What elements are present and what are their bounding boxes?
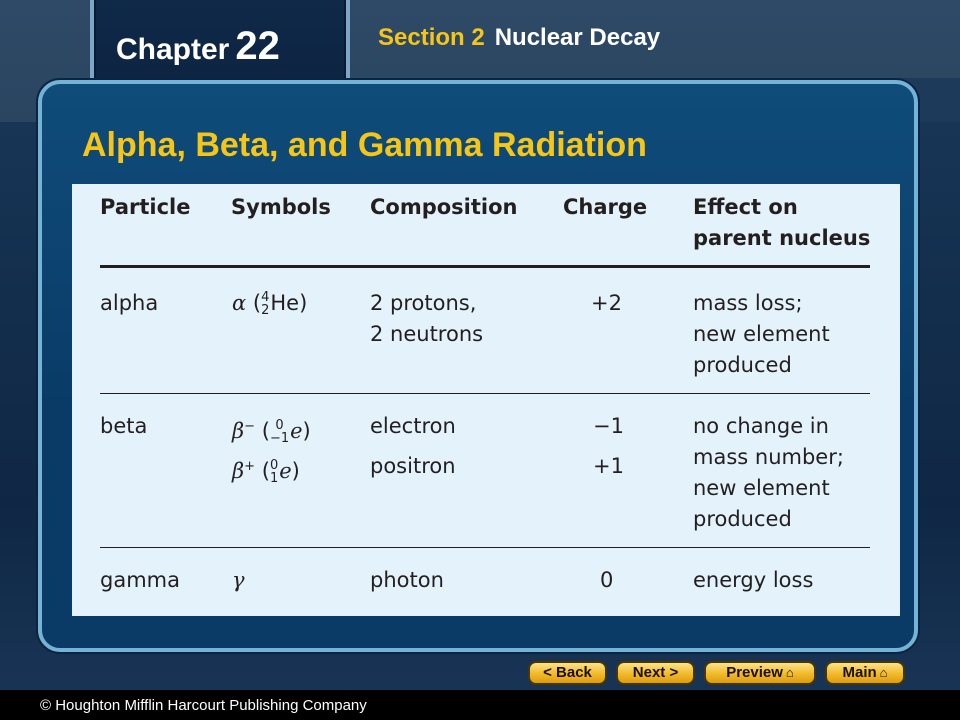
beta-minus-symbol: β− ( 0 −1 e)	[232, 418, 311, 446]
chapter-word: Chapter	[116, 33, 230, 66]
beta-minus-element: e	[290, 419, 303, 443]
beta-effect	[693, 411, 844, 535]
home-icon: ⌂	[879, 665, 888, 680]
gamma-composition: photon	[370, 568, 444, 592]
header-rule	[100, 265, 870, 268]
beta-plus-nuclide	[270, 459, 278, 485]
beta-minus-sign: −	[244, 419, 256, 434]
next-button[interactable]: Next >	[616, 661, 695, 685]
beta-charge-positron: +1	[593, 454, 624, 478]
beta-minus-nuclide	[270, 419, 289, 445]
section-title: Nuclear Decay	[494, 24, 661, 51]
beta-composition-electron: electron	[370, 414, 456, 438]
gamma-particle: gamma	[100, 568, 180, 592]
alpha-greek: α	[232, 291, 247, 315]
preview-button-label: Preview	[726, 664, 783, 681]
beta-plus-sign: +	[244, 459, 256, 474]
gamma-charge: 0	[600, 568, 614, 592]
alpha-composition-line1: 2 protons,	[370, 291, 477, 315]
main-button-label: Main	[842, 664, 877, 681]
beta-effect-line1: no change in	[693, 414, 829, 438]
beta-composition-positron: positron	[370, 454, 456, 478]
beta-plus-atomic: 1	[269, 471, 279, 486]
alpha-effect-line2: new element	[693, 322, 830, 346]
beta-effect-line3: new element	[693, 476, 830, 500]
alpha-mass: 4	[261, 290, 270, 305]
beta-plus-element: e	[279, 459, 292, 483]
alpha-element: He	[270, 291, 300, 315]
beta-minus-greek: β	[232, 419, 245, 443]
slide-title: Alpha, Beta, and Gamma Radiation	[82, 126, 647, 164]
beta-minus-atomic: −1	[269, 431, 290, 446]
alpha-composition	[370, 288, 483, 350]
header-composition: Composition	[370, 195, 518, 219]
beta-plus-greek: β	[232, 459, 245, 483]
beta-particle: beta	[100, 414, 148, 438]
chapter-number: 22	[235, 24, 280, 68]
alpha-effect-line3: produced	[693, 353, 792, 377]
back-button[interactable]: < Back	[528, 661, 607, 685]
header-symbols: Symbols	[231, 195, 331, 219]
header-effect-line1: Effect on	[693, 195, 798, 219]
section-label: Section 2	[378, 24, 485, 51]
alpha-effect-line1: mass loss;	[693, 291, 803, 315]
alpha-symbol: α ( 4 2 He)	[232, 290, 308, 318]
gamma-effect: energy loss	[693, 568, 814, 592]
preview-button[interactable]	[704, 661, 816, 685]
section-heading	[378, 24, 660, 52]
beta-effect-line2: mass number;	[693, 445, 844, 469]
header-effect-line2: parent nucleus	[693, 226, 871, 250]
row-divider-2	[100, 547, 870, 548]
beta-effect-line4: produced	[693, 507, 792, 531]
copyright-text: © Houghton Mifflin Harcourt Publishing Company	[40, 697, 367, 714]
alpha-charge: +2	[591, 291, 622, 315]
home-icon: ⌂	[785, 665, 794, 680]
chapter-label	[116, 24, 280, 69]
beta-plus-symbol: β+ ( 0 1 e)	[232, 458, 300, 486]
beta-minus-mass: 0	[275, 418, 284, 433]
header-effect	[693, 192, 870, 254]
header-particle: Particle	[100, 195, 191, 219]
alpha-composition-line2: 2 neutrons	[370, 322, 484, 346]
alpha-effect	[693, 288, 830, 381]
alpha-atomic: 2	[261, 303, 270, 318]
alpha-nuclide	[261, 291, 269, 317]
alpha-particle: alpha	[100, 291, 159, 315]
beta-charge-electron: −1	[593, 414, 624, 438]
row-divider-1	[100, 393, 870, 394]
header-charge: Charge	[563, 195, 648, 219]
gamma-symbol: γ	[232, 568, 245, 592]
main-button[interactable]	[825, 661, 905, 685]
beta-plus-mass: 0	[269, 458, 279, 473]
